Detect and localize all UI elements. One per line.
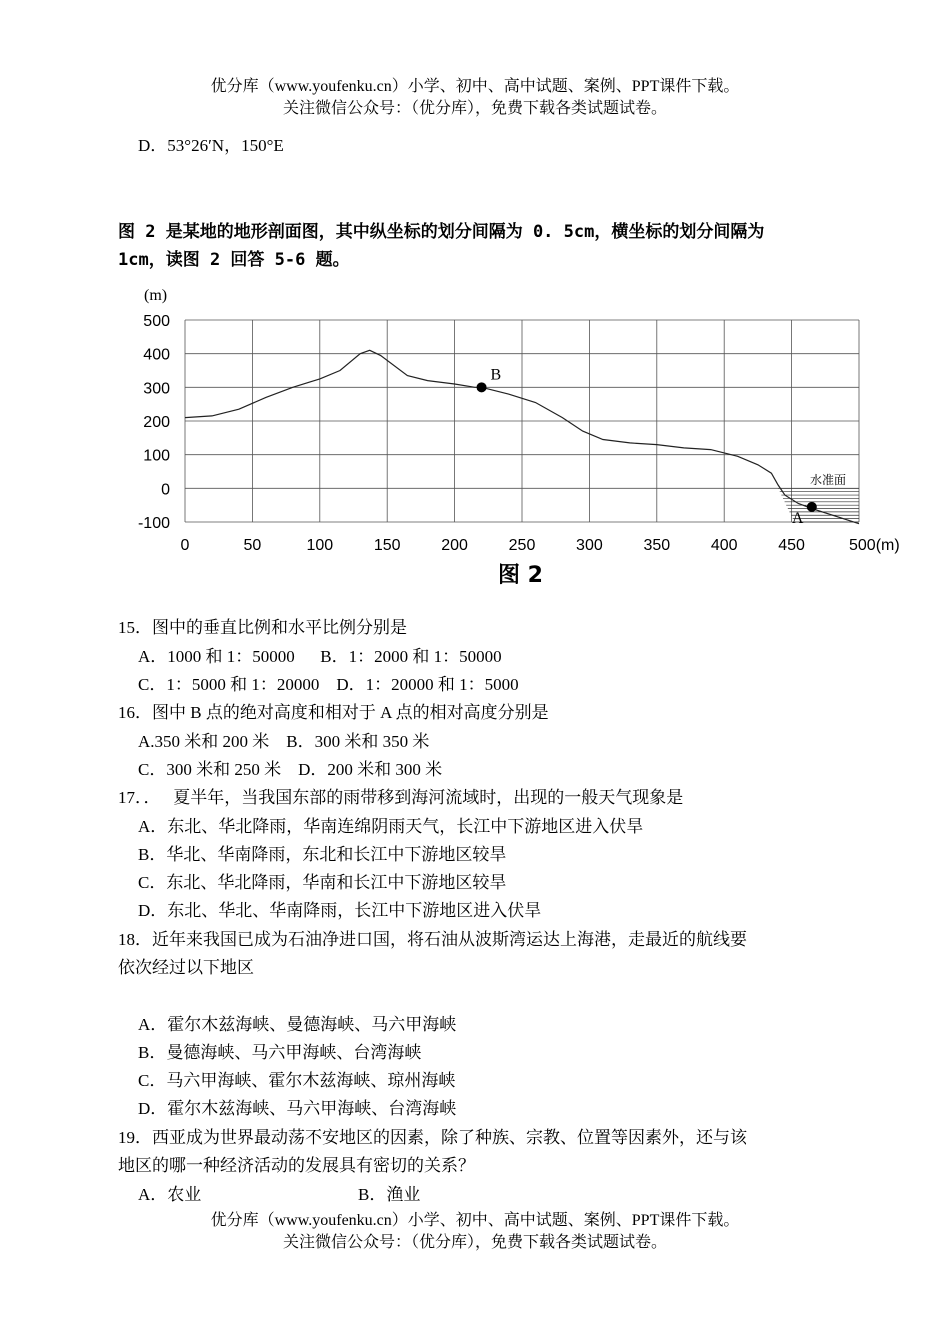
point-b-label: B [490,366,502,384]
q18-stem-1: 18．近年来我国已成为石油净进口国，将石油从波斯湾运达上海港，走最近的航线要 [118,930,747,949]
intro-line-2: 1cm，读图 2 回答 5-6 题。 [118,250,350,270]
y-axis-label: (m) [144,287,168,304]
q19-stem-1: 19．西亚成为世界最动荡不安地区的因素，除了种族、宗教、位置等因素外，还与该 [118,1128,747,1147]
q16-stem: 16．图中 B 点的绝对高度和相对于 A 点的相对高度分别是 [118,703,549,722]
x-tick-label: 200 [441,537,468,554]
q17-option-d: D．东北、华北、华南降雨，长江中下游地区进入伏旱 [138,901,542,920]
y-tick-label: 400 [143,346,170,364]
q19-option-a: A．农业 [138,1185,202,1204]
point-a-label: A [791,509,804,527]
prev-option-d: D．53°26′N，150°E [138,136,284,155]
header-line-2: 关注微信公众号：（优分库），免费下载各类试题试卷。 [282,100,667,117]
q15-stem: 15．图中的垂直比例和水平比例分别是 [118,618,407,637]
x-tick-label: 500(m) [849,537,900,554]
q19-option-b: B．渔业 [358,1185,421,1204]
point-b-marker [477,382,487,392]
x-tick-label: 150 [373,537,401,554]
x-tick-label: 250 [508,537,536,554]
q16-options-1: A.350 米和 200 米 B．300 米和 350 米 [138,732,430,751]
x-tick-label: 0 [180,537,190,554]
x-tick-label: 100 [306,537,334,554]
footer-line-1: 优分库（www.youfenku.cn）小学、初中、高中试题、案例、PPT课件下载。 [210,1212,740,1229]
x-tick-label: 400 [710,537,738,554]
q15-options-1: A．1000 和 1：50000 B．1：2000 和 1：50000 [138,647,502,666]
q18-option-a: A．霍尔木兹海峡、曼德海峡、马六甲海峡 [138,1015,457,1034]
q18-option-d: D．霍尔木兹海峡、马六甲海峡、台湾海峡 [138,1099,457,1118]
water-level-hatching [778,488,859,522]
chart-title: 图 2 [498,563,543,588]
y-tick-label: 100 [143,447,170,465]
y-tick-label: -100 [137,515,170,532]
header-line-1: 优分库（www.youfenku.cn）小学、初中、高中试题、案例、PPT课件下载。 [210,78,740,95]
water-level-label: 水准面 [810,473,847,487]
y-tick-label: 0 [161,481,170,499]
intro-text [118,218,838,274]
x-tick-label: 300 [576,537,603,554]
q17-option-c: C．东北、华北降雨，华南和长江中下游地区较旱 [138,873,507,892]
chart-grid [185,320,859,522]
q17-option-a: A．东北、华北降雨，华南连绵阴雨天气，长江中下游地区进入伏旱 [138,817,644,836]
q17-option-b: B．华北、华南降雨，东北和长江中下游地区较旱 [138,845,507,864]
y-tick-label: 500 [143,313,170,330]
q16-options-2: C．300 米和 250 米 D．200 米和 300 米 [138,760,443,779]
y-tick-label: 200 [143,414,170,431]
x-tick-label: 50 [243,537,262,554]
footer-line-2: 关注微信公众号：（优分库），免费下载各类试题试卷。 [282,1234,667,1251]
intro-line-1: 图 2 是某地的地形剖面图，其中纵坐标的划分间隔为 0. 5cm，横坐标的划分间隔为 [118,222,765,242]
q18-option-b: B．曼德海峡、马六甲海峡、台湾海峡 [138,1043,422,1062]
terrain-profile-chart [118,282,938,592]
x-tick-label: 350 [643,537,671,554]
chart-points [477,366,817,527]
q17-stem: 17．． 夏半年，当我国东部的雨带移到海河流域时，出现的一般天气现象是 [118,788,684,807]
q18-option-c: C．马六甲海峡、霍尔木兹海峡、琼州海峡 [138,1071,456,1090]
q19-stem-2: 地区的哪一种经济活动的发展具有密切的关系？ [118,1156,475,1175]
point-a-marker [807,502,817,512]
q15-options-2: C．1：5000 和 1：20000 D．1：20000 和 1：5000 [138,675,519,694]
x-tick-label: 450 [778,537,805,554]
q18-stem-2: 依次经过以下地区 [118,958,254,977]
y-tick-label: 300 [143,380,170,398]
